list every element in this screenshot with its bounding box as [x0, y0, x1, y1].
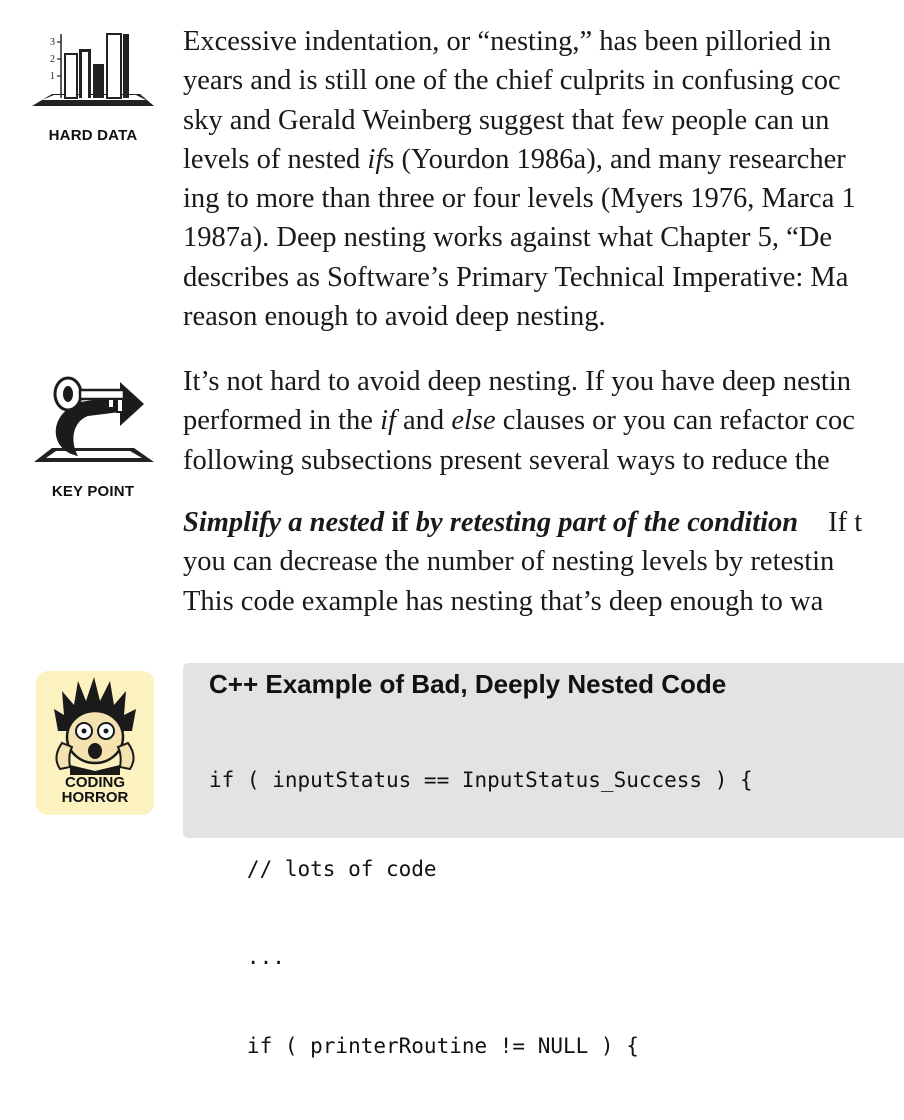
code-example-panel	[183, 663, 904, 1058]
coding-horror-line1: CODING	[65, 774, 125, 791]
text-line: Excessive indentation, or “nesting,” has been pilloried in	[183, 26, 832, 57]
text-segment: and	[395, 405, 452, 437]
bar-chart-icon	[28, 28, 158, 112]
keyword-if: if	[380, 405, 396, 437]
code-listing	[209, 707, 753, 1120]
hard-data-margin-icon	[28, 28, 158, 144]
code-example-title: C++ Example of Bad, Deeply Nested Code	[209, 669, 727, 699]
text-line: reason enough to avoid deep nesting.	[183, 301, 606, 333]
coding-horror-line2: HORROR	[61, 789, 129, 806]
text-segment: s (Yourdon 1986a), and many researcher	[383, 143, 846, 175]
key-arrow-icon	[28, 370, 158, 466]
text-line: following subsections present several ways to reduce the	[183, 444, 830, 476]
paragraph-retesting	[183, 503, 904, 621]
key-point-margin-icon	[28, 370, 158, 500]
chart-tick-2: 2	[50, 54, 55, 65]
text-line: you can decrease the number of nesting levels by retestin	[183, 546, 835, 578]
text-segment: clauses or you can refactor coc	[495, 405, 855, 437]
keyword-else: else	[451, 405, 496, 437]
text-line: 1987a). Deep nesting works against what Chapter 5, “De	[183, 222, 832, 254]
key-point-label: KEY POINT	[51, 483, 135, 500]
code-line: // lots of code	[209, 856, 437, 881]
screaming-face-icon	[36, 671, 154, 775]
text-line: ing to more than three or four levels (Myers 1976, Marca 1	[183, 183, 856, 215]
chart-tick-3: 3	[50, 37, 55, 48]
text-line: This code example has nesting that’s deep enough to wa	[183, 585, 824, 617]
heading-segment: by retesting part of the condition	[408, 507, 799, 538]
text-line: describes as Software’s Primary Technical Imperative: Ma	[183, 261, 849, 293]
chart-tick-1: 1	[50, 71, 55, 82]
text-line: years and is still one of the chief culprits in confusing coc	[183, 65, 841, 97]
paragraph-avoid-nesting	[183, 362, 904, 480]
text-segment: levels of nested	[183, 143, 368, 175]
paragraph-heading	[183, 507, 798, 538]
code-line: if ( inputStatus == InputStatus_Success ) {	[209, 768, 753, 792]
text-segment: If t	[828, 507, 863, 538]
text-line	[183, 140, 904, 179]
code-line: if ( printerRoutine != NULL ) {	[209, 1033, 639, 1058]
coding-horror-label	[36, 775, 154, 805]
heading-code-word: if	[391, 507, 409, 538]
keyword-if: if	[367, 143, 384, 175]
coding-horror-badge	[36, 671, 154, 815]
text-line	[183, 503, 904, 542]
hard-data-label: HARD DATA	[48, 127, 138, 144]
text-line	[183, 401, 904, 440]
heading-segment: Simplify a nested	[183, 507, 392, 538]
paragraph-nesting-intro	[183, 22, 904, 336]
code-line: ...	[209, 945, 285, 969]
text-segment: performed in the	[183, 405, 381, 437]
text-line: It’s not hard to avoid deep nesting. If you have deep nestin	[183, 366, 851, 397]
text-line: sky and Gerald Weinberg suggest that few people can un	[183, 104, 830, 136]
